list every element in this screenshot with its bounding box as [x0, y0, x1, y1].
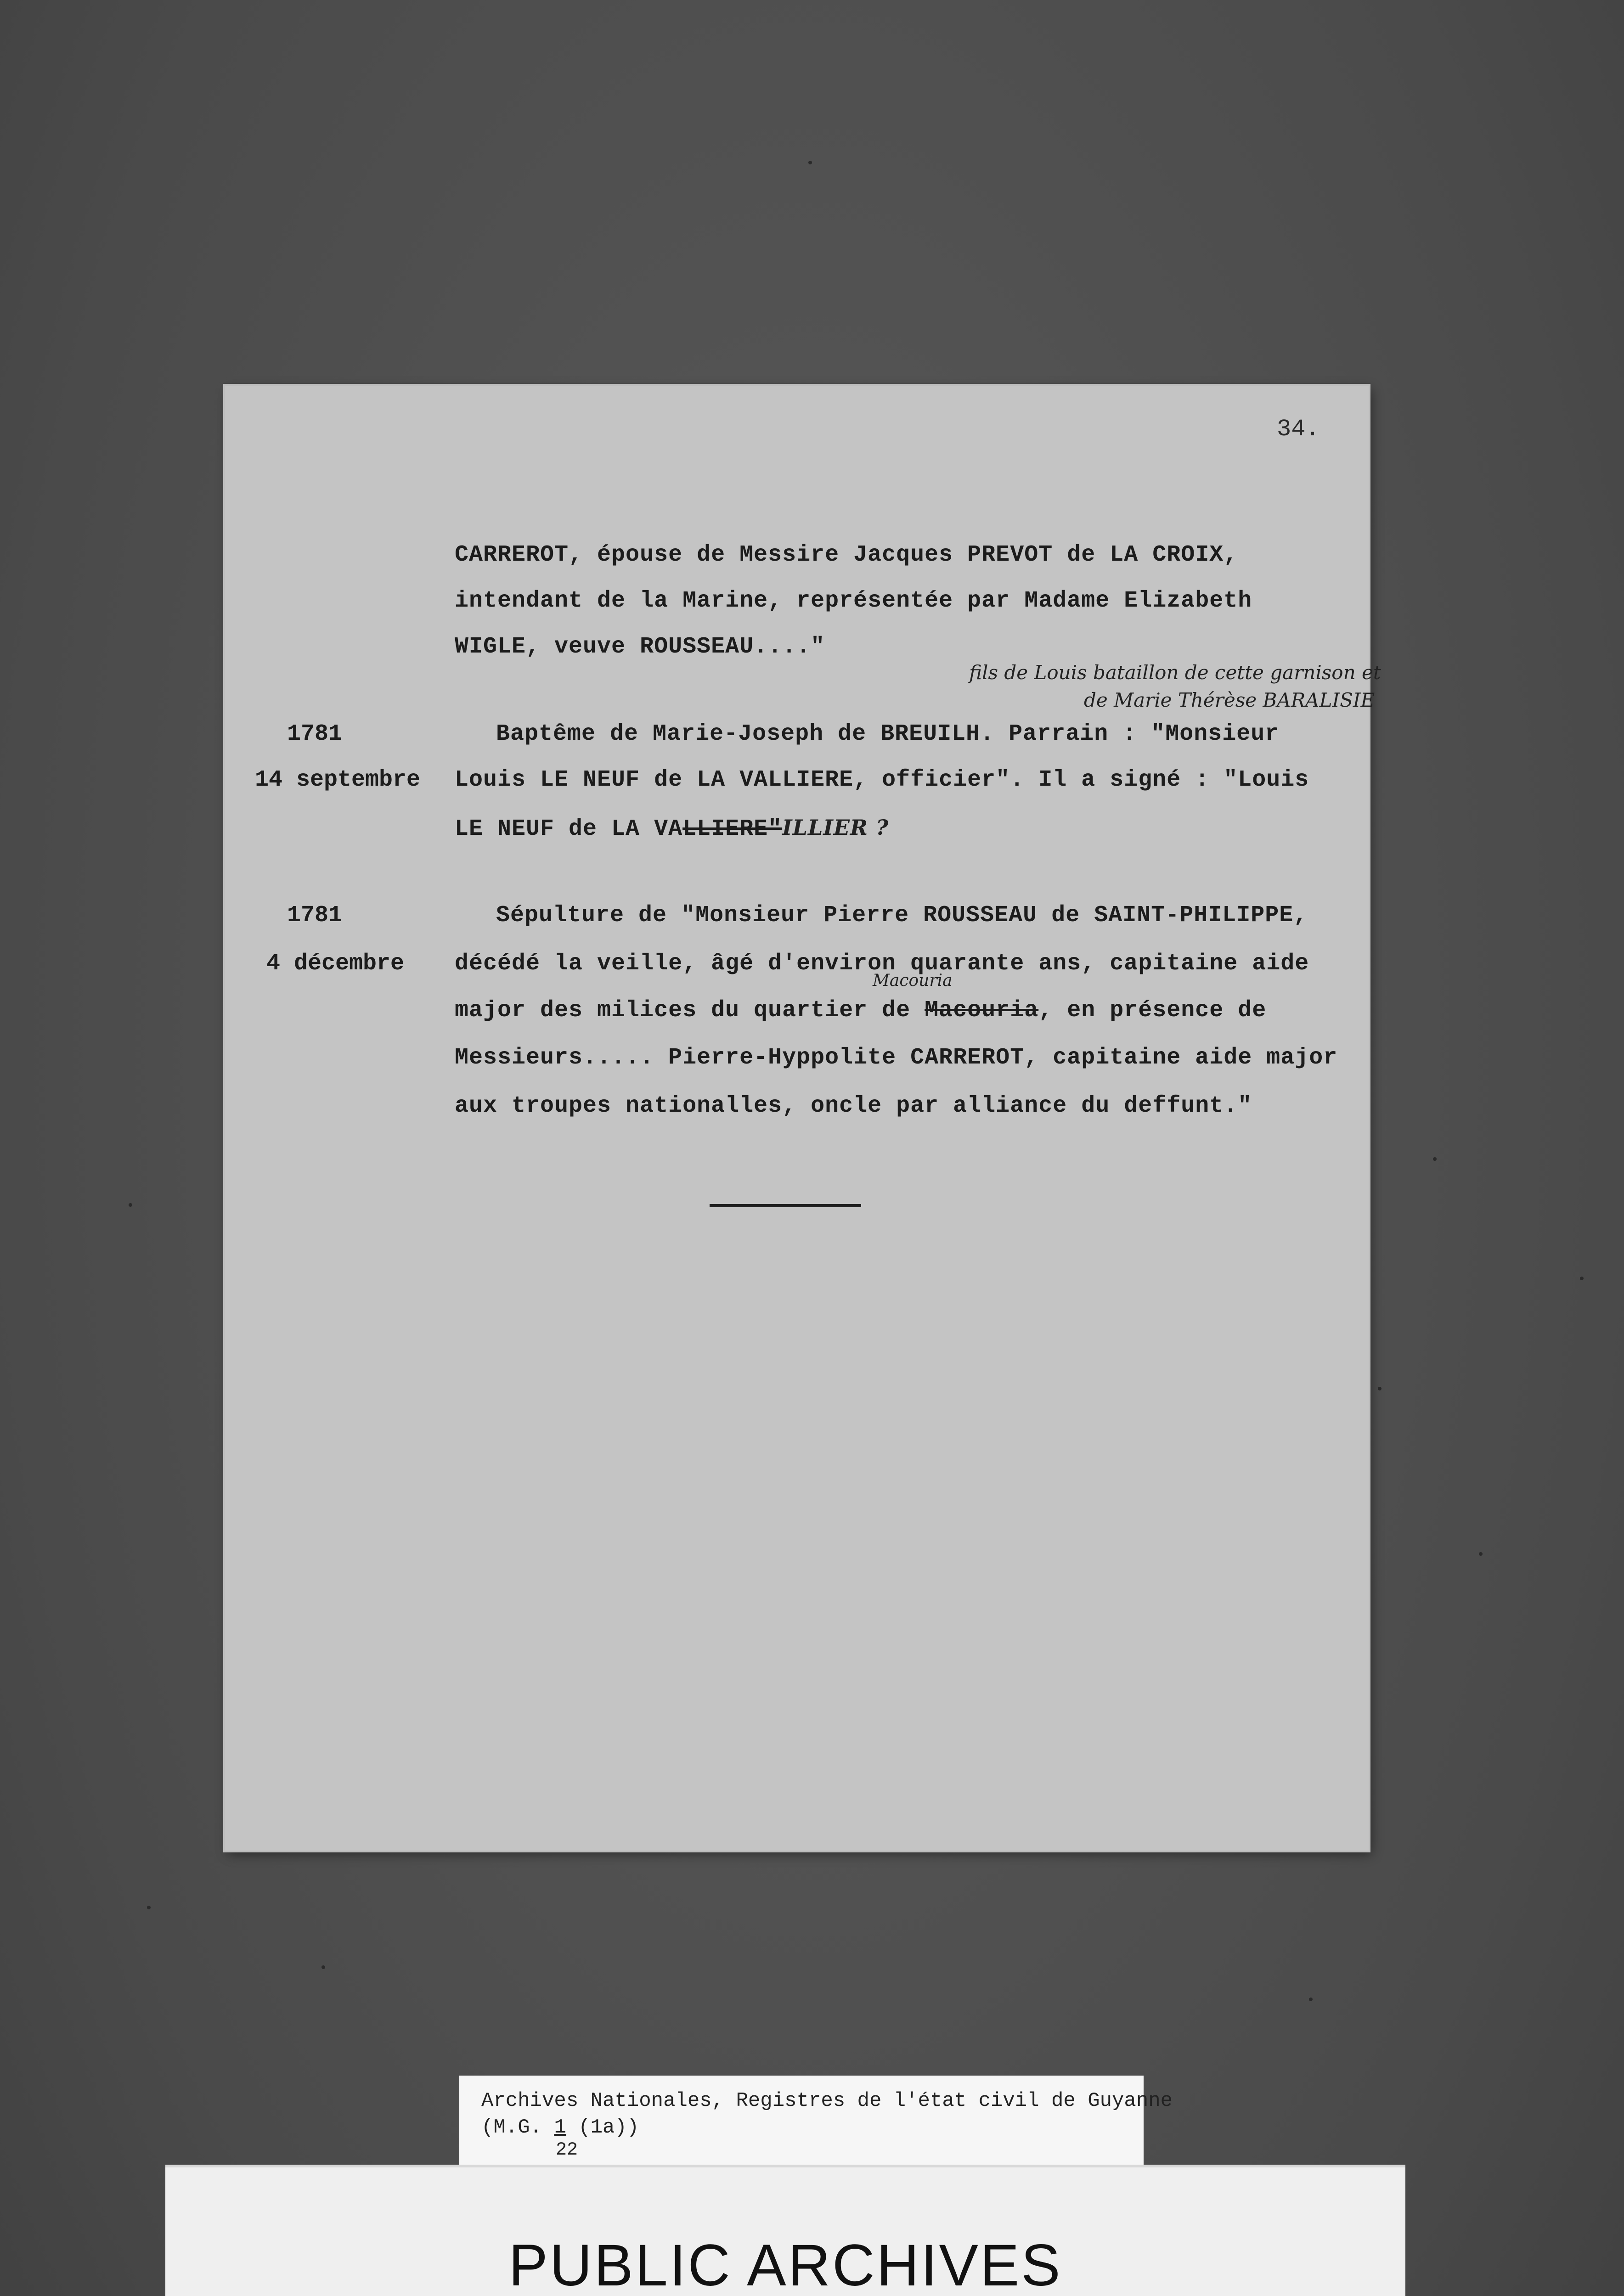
catalog-line-1: Archives Nationales, Registres de l'état civil de Guyanne — [481, 2089, 1173, 2112]
entry-1-year: 1781 — [287, 721, 343, 747]
entry-2-year: 1781 — [287, 902, 343, 929]
catalog-prefix: (M.G. — [481, 2116, 554, 2139]
entry-1-line-2-text: LE NEUF de LA VA — [455, 816, 683, 842]
entry-2-date: 4 décembre — [266, 951, 405, 977]
entry-2-line-0: Sépulture de "Monsieur Pierre ROUSSEAU de SAINT-PHILIPPE, — [496, 902, 1308, 929]
handwritten-note-line-2: de Marie Thérèse BARALISIE — [1084, 689, 1375, 711]
catalog-numerator: 1 — [554, 2116, 566, 2139]
catalog-suffix: (1a)) — [566, 2116, 639, 2139]
entry-2-line-3: Messieurs..... Pierre-Hyppolite CARREROT, capitaine aide major — [455, 1045, 1338, 1071]
entry-2-line-2 — [455, 997, 1266, 1024]
entry-0-line-0: CARREROT, épouse de Messire Jacques PREVOT de LA CROIX, — [455, 542, 1238, 568]
handwritten-correction: ILLIER ? — [782, 815, 889, 840]
struck-text-macouria: Macouria — [925, 997, 1039, 1024]
entry-1-line-1: Louis LE NEUF de LA VALLIERE, officier". Il a signé : "Louis — [455, 767, 1309, 793]
entry-2-line-2-end: , en présence de — [1038, 997, 1267, 1024]
entry-1-line-0: Baptême de Marie-Joseph de BREUILH. Parrain : "Monsieur — [496, 721, 1280, 747]
entry-2-line-2-text: major des milices du quartier de — [455, 997, 925, 1024]
entry-0-line-2: WIGLE, veuve ROUSSEAU...." — [455, 634, 825, 660]
handwritten-note-line-1: fils de Louis bataillon de cette garnison et — [969, 661, 1381, 684]
entry-0-line-1: intendant de la Marine, représentée par Madame Elizabeth — [455, 588, 1252, 614]
entry-1-line-2 — [455, 815, 889, 842]
catalog-label — [459, 2076, 1173, 2167]
end-rule — [710, 1204, 861, 1207]
struck-text: LLIERE" — [682, 816, 783, 842]
catalog-line-2 — [481, 2116, 639, 2139]
entry-2-line-4: aux troupes nationalles, oncle par alliance du deffunt." — [455, 1093, 1252, 1119]
entry-2-line-1: décédé la veille, âgé d'environ quarante ans, capitaine aide — [455, 951, 1309, 977]
page-number: 34. — [1277, 416, 1320, 443]
entry-1-date: 14 septembre — [255, 767, 421, 793]
stamp-line-1: PUBLIC ARCHIVES — [508, 2233, 1062, 2296]
handwritten-correction-macouria: Macouria — [873, 971, 953, 990]
catalog-denominator: 22 — [556, 2140, 578, 2161]
public-archives-stamp — [165, 2167, 1405, 2296]
